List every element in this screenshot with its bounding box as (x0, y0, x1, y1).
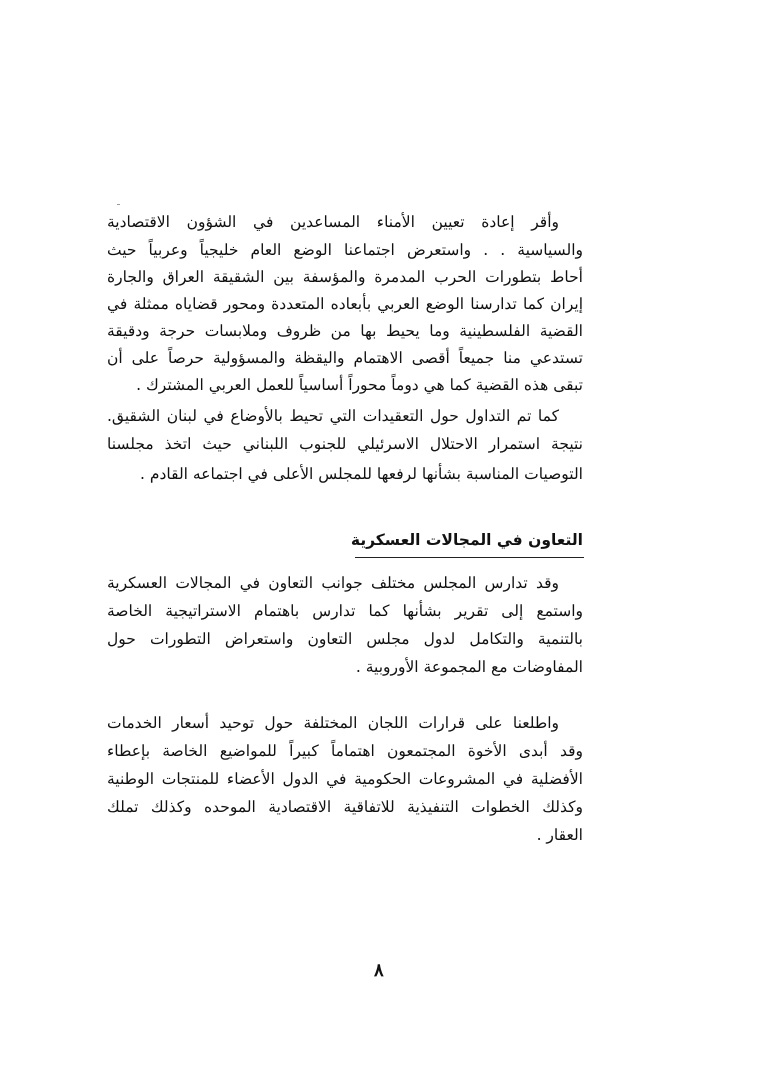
text-line: وأقر إعادة تعيين الأمناء المساعدين في الشؤون الاقتصادية (107, 213, 559, 231)
text-line: تبقى هذه القضية كما هي دوماً محوراً أساسياً للعمل العربي المشترك . (136, 376, 583, 394)
text-line: تستدعي منا جميعاً أقصى الاهتمام واليقظة والمسؤولية حرصاً على أن (107, 349, 583, 367)
section-heading: التعاون في المجالات العسكرية (350, 531, 583, 549)
text-line: كما تم التداول حول التعقيدات التي تحيط بالأوضاع في لبنان الشقيق. (107, 407, 559, 425)
text-line: وقد تدارس المجلس مختلف جوانب التعاون في المجالات العسكرية (107, 574, 559, 592)
text-line: التوصيات المناسبة بشأنها لرفعها للمجلس الأعلى في اجتماعه القادم . (140, 465, 583, 483)
text-line: وكذلك الخطوات التنفيذية للاتفاقية الاقتصادية الموحده وكذلك تملك (107, 798, 583, 816)
page-number: ٨ (374, 960, 384, 981)
text-line: واطلعنا على قرارات اللجان المختلفة حول توحيد أسعار الخدمات (107, 714, 559, 732)
text-line: وقد أبدى الأخوة المجتمعون اهتماماً كبيراً للمواضيع الخاصة بإعطاء (107, 742, 583, 760)
text-line: واستمع إلى تقرير بشأنها كما تدارس باهتمام الاستراتيجية الخاصة (107, 602, 583, 620)
text-line: القضية الفلسطينية وما يحيط بها من ظروف وملابسات حرجة ودقيقة (107, 322, 583, 340)
text-line: أحاط بتطورات الحرب المدمرة والمؤسفة بين الشقيقة العراق والجارة (107, 268, 583, 286)
text-line: الأفضلية في المشروعات الحكومية في الدول الأعضاء للمنتجات الوطنية (107, 770, 583, 788)
text-line: العقار . (536, 826, 583, 844)
heading-underline (355, 557, 584, 558)
text-line: والسياسية . . واستعرض اجتماعنا الوضع العام خليجياً وعربياً حيث (107, 241, 583, 259)
text-line: إيران كما تدارسنا الوضع العربي بأبعاده المتعددة ومحور قضاياه ممثلة في (107, 295, 583, 313)
text-line: المفاوضات مع المجموعة الأوروبية . (355, 658, 583, 676)
scan-speck (117, 204, 120, 205)
text-line: بالتنمية والتكامل لدول مجلس التعاون واستعراض التطورات حول (107, 630, 583, 648)
text-line: نتيجة استمرار الاحتلال الاسرئيلي للجنوب اللبناني حيث اتخذ مجلسنا (107, 435, 583, 453)
